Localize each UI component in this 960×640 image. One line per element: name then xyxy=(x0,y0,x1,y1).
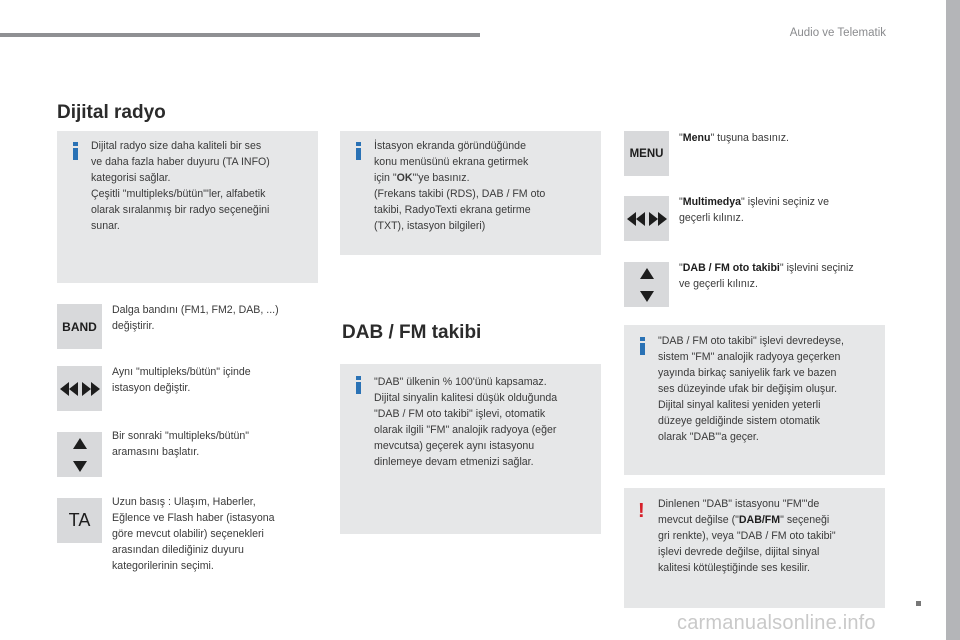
warning-line: gri renkte), veya "DAB / FM oto takibi" xyxy=(658,530,836,542)
info-line: yayında birkaç saniyelik fark ve bazen xyxy=(658,367,837,379)
warning-line: işlevi devrede değilse, dijital sinyal xyxy=(658,546,820,558)
desc-line: göre mevcut olabilir) seçenekleri xyxy=(112,528,264,540)
desc-line: "Menu" tuşuna basınız. xyxy=(679,132,789,144)
info-line: İstasyon ekranda göründüğünde xyxy=(374,140,526,152)
info-line: takibi, RadyoTexti ekrana getirme xyxy=(374,204,531,216)
ta-description xyxy=(112,494,322,574)
band-button[interactable] xyxy=(57,304,102,349)
info-line: dinlemeye devam etmenizi sağlar. xyxy=(374,456,534,468)
info-line: "DAB" ülkenin % 100'ünü kapsamaz. xyxy=(374,376,547,388)
seek-arrows-icon xyxy=(60,381,100,397)
info-line: olarak ilgili "FM" analojik radyoya (eğer xyxy=(374,424,557,436)
section-header: Audio ve Telematik xyxy=(789,27,886,39)
desc-line: aramasını başlatır. xyxy=(112,446,200,458)
up-down-arrows-icon xyxy=(73,438,87,472)
section-title: DAB / FM takibi xyxy=(342,322,482,343)
multiplex-search-description xyxy=(112,428,322,460)
desc-line: Uzun basış : Ulaşım, Haberler, xyxy=(112,496,256,508)
ta-button-label: TA xyxy=(68,510,91,530)
menu-button-label: MENU xyxy=(629,147,664,160)
info-line: "DAB / FM oto takibi" işlevi, otomatik xyxy=(374,408,546,420)
info-icon xyxy=(354,142,362,160)
up-down-arrows-icon xyxy=(640,268,654,302)
info-line: için "OK"'ye basınız. xyxy=(374,172,470,184)
step-dab-fm xyxy=(679,260,894,292)
info-line: ve daha fazla haber duyuru (TA INFO) xyxy=(91,156,270,168)
info-box-digital-radio xyxy=(57,131,318,283)
info-line: mevcutsa) geçerek aynı istasyonu xyxy=(374,440,535,452)
up-down-button[interactable] xyxy=(57,432,102,477)
desc-line: Aynı "multipleks/bütün" içinde xyxy=(112,366,251,378)
step-menu xyxy=(679,130,889,146)
desc-line: istasyon değiştir. xyxy=(112,382,191,394)
info-line: kategorisi sağlar. xyxy=(91,172,171,184)
desc-line: arasından dilediğiniz duyuru xyxy=(112,544,244,556)
desc-line: geçerli kılınız. xyxy=(679,212,744,224)
page-title: Dijital radyo xyxy=(57,102,166,123)
info-box-dab-coverage xyxy=(340,364,601,534)
info-line: konu menüsünü ekrana getirmek xyxy=(374,156,529,168)
step-multimedia xyxy=(679,194,889,226)
page-marker xyxy=(916,601,921,606)
info-icon xyxy=(354,376,362,394)
menu-button[interactable] xyxy=(624,131,669,176)
info-line: olarak sıralanmış bir radyo seçeneğini xyxy=(91,204,270,216)
info-line: Dijital sinyal kalitesi yeniden yeterli xyxy=(658,399,821,411)
info-line: Dijital radyo size daha kaliteli bir ses xyxy=(91,140,262,152)
warning-box xyxy=(624,488,885,608)
ta-button[interactable] xyxy=(57,498,102,543)
info-line: (Frekans takibi (RDS), DAB / FM oto xyxy=(374,188,546,200)
desc-line: kategorilerinin seçimi. xyxy=(112,560,214,572)
warning-line: Dinlenen "DAB" istasyonu "FM"'de xyxy=(658,498,820,510)
seek-description xyxy=(112,364,322,396)
side-bar xyxy=(946,0,960,640)
watermark: carmanualsonline.info xyxy=(677,612,876,634)
desc-line: ve geçerli kılınız. xyxy=(679,278,758,290)
seek-arrows-button[interactable] xyxy=(624,196,669,241)
info-line: olarak "DAB"'a geçer. xyxy=(658,431,759,443)
desc-line: Eğlence ve Flash haber (istasyona xyxy=(112,512,275,524)
info-box-station-menu xyxy=(340,131,601,255)
band-description xyxy=(112,302,322,334)
info-line: düzeye geldiğinde sistem otomatik xyxy=(658,415,820,427)
desc-line: Bir sonraki "multipleks/bütün" xyxy=(112,430,250,442)
up-down-button[interactable] xyxy=(624,262,669,307)
seek-arrows-button[interactable] xyxy=(57,366,102,411)
info-line: sistem "FM" analojik radyoya geçerken xyxy=(658,351,841,363)
header-rule xyxy=(0,33,480,37)
band-button-label: BAND xyxy=(62,319,97,334)
desc-line: "DAB / FM oto takibi" işlevini seçiniz xyxy=(679,262,854,274)
ok-key-label: OK xyxy=(396,172,413,184)
desc-line: Dalga bandını (FM1, FM2, DAB, ...) xyxy=(112,304,279,316)
warning-line: mevcut değilse ("DAB/FM" seçeneği xyxy=(658,514,830,526)
info-line: (TXT), istasyon bilgileri) xyxy=(374,220,486,232)
info-icon xyxy=(71,142,79,160)
info-line: "DAB / FM oto takibi" işlevi devredeyse, xyxy=(658,335,844,347)
info-box-dab-fm-behaviour xyxy=(624,325,885,475)
info-line: sunar. xyxy=(91,220,120,232)
seek-arrows-icon xyxy=(627,211,667,227)
desc-line: değiştirir. xyxy=(112,320,155,332)
desc-line: "Multimedya" işlevini seçiniz ve xyxy=(679,196,829,208)
info-icon xyxy=(638,337,646,355)
info-line: ses düzeyinde ufak bir değişim oluşur. xyxy=(658,383,838,395)
warning-icon: ! xyxy=(638,500,645,522)
warning-line: kalitesi kötüleştiğinde ses kesilir. xyxy=(658,562,810,574)
info-line: Dijital sinyalin kalitesi düşük olduğunda xyxy=(374,392,558,404)
info-line: Çeşitli "multipleks/bütün"'ler, alfabetik xyxy=(91,188,266,200)
